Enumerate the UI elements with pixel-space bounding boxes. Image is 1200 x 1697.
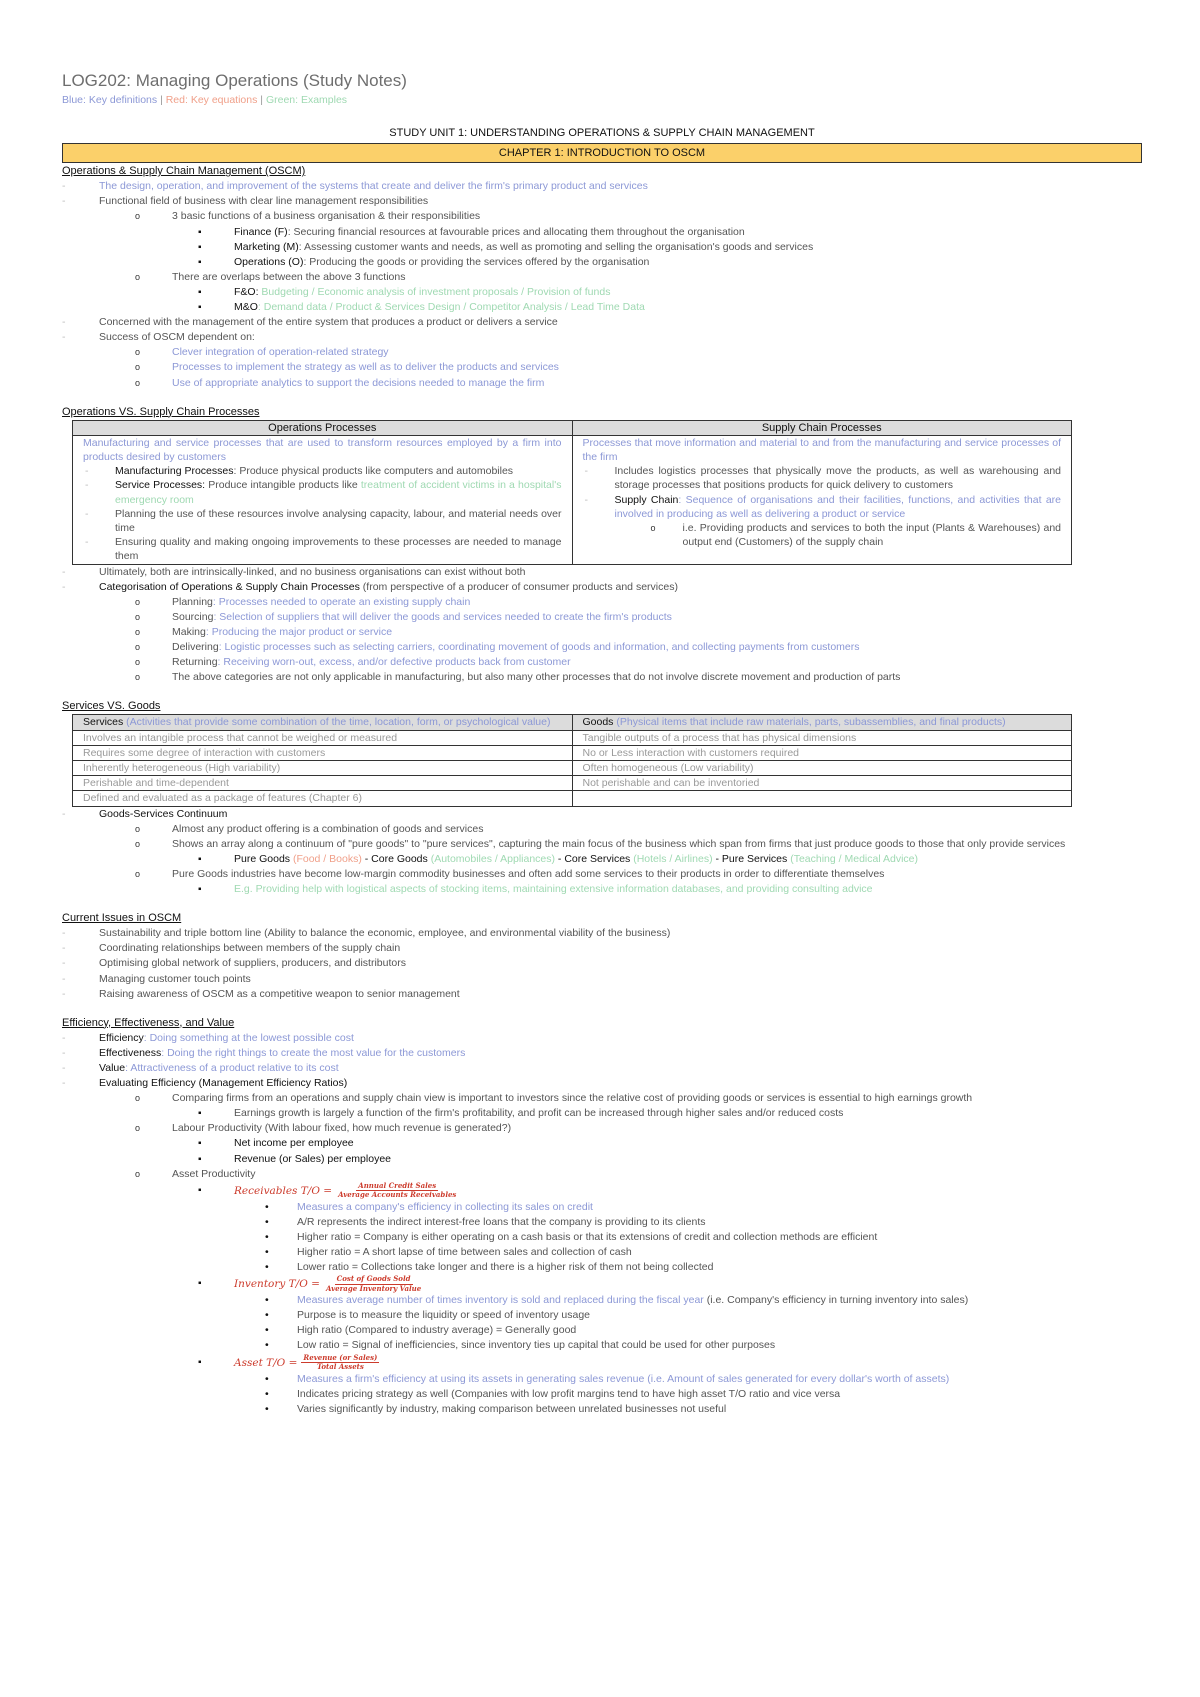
list-item: • Indicates pricing strategy as well (Companies with low profit margins tend to have high asset T/O ratio and vice versa <box>62 1387 1142 1402</box>
list-item: • Measures average number of times inventory is sold and replaced during the fiscal year (i.e. Company's efficiency in turning inventory into sales) <box>62 1293 1142 1308</box>
list-item: • High ratio (Compared to industry average) = Generally good <box>62 1323 1142 1338</box>
list-item: - Sustainability and triple bottom line (Ability to balance the economic, employee, and environmental viability of the business) <box>62 926 1142 941</box>
list-item: ▪ Finance (F): Securing financial resources at favourable prices and allocating them throughout the organisation <box>62 225 1142 240</box>
list-item: o The above categories are not only applicable in manufacturing, but also many other processes that do not involve discrete movement and production of parts <box>62 670 1142 685</box>
list-item: o Sourcing: Selection of suppliers that will deliver the goods and services needed to create the firm's products <box>62 610 1142 625</box>
legend-green: Green: Examples <box>265 94 348 106</box>
inventory-equation: ▪ Inventory T/O = $\frac{\text{Cost of Goods Sold}}{\text{Average Inventory Value}}$ <box>62 1275 1142 1293</box>
list-item: - Value: Attractiveness of a product relative to its cost <box>62 1061 1142 1076</box>
list-item: o There are overlaps between the above 3 functions <box>62 270 1142 285</box>
list-item: - Concerned with the management of the entire system that produces a product or delivers a service <box>62 315 1142 330</box>
section-heading-oscm: Operations & Supply Chain Management (OSCM) <box>62 165 306 178</box>
list-item: - Raising awareness of OSCM as a competitive weapon to senior management <box>62 987 1142 1002</box>
list-item: - Categorisation of Operations & Supply Chain Processes (from perspective of a producer of consumer products and services) <box>62 580 1142 595</box>
list-item: • Lower ratio = Collections take longer and there is a higher risk of them not being collected <box>62 1260 1142 1275</box>
services-vs-goods-table <box>72 714 1072 806</box>
list-item: o Delivering: Logistic processes such as selecting carriers, coordinating movement of goods and information, and collecting payments from customers <box>62 640 1142 655</box>
color-legend: Blue: Key definitions | Red: Key equations | Green: Examples <box>62 94 348 106</box>
list-item: - Efficiency: Doing something at the lowest possible cost <box>62 1031 1142 1046</box>
list-item: o Shows an array along a continuum of "pure goods" to "pure services", capturing the main focus of the business which span from firms that just produce goods to those that only provide services <box>62 837 1142 852</box>
ops-vs-supply-chain-table <box>72 420 1072 565</box>
list-item: ▪ E.g. Providing help with logistical aspects of stocking items, maintaining extensive information databases, and providing consulting advice <box>62 882 1142 897</box>
list-item: ▪ Pure Goods (Food / Books) - Core Goods (Automobiles / Appliances) - Core Services (Hotels / Airlines) - Pure Services (Teaching / Medical Advice) <box>62 852 1142 867</box>
list-item: ▪ Net income per employee <box>62 1136 1142 1151</box>
table-row: Involves an intangible process that cannot be weighed or measured Tangible outputs of a process that has physical dimensions <box>73 730 1072 745</box>
list-item: ▪ Operations (O): Producing the goods or providing the services offered by the organisation <box>62 255 1142 270</box>
table-header: Supply Chain Processes <box>572 420 1072 435</box>
list-item: ▪ Marketing (M): Assessing customer wants and needs, as well as promoting and selling the organisation's goods and services <box>62 240 1142 255</box>
list-item: • A/R represents the indirect interest-free loans that the company is providing to its clients <box>62 1215 1142 1230</box>
list-item: • Measures a company's efficiency in collecting its sales on credit <box>62 1200 1142 1215</box>
list-item: o Almost any product offering is a combination of goods and services <box>62 822 1142 837</box>
list-item: ▪ Earnings growth is largely a function of the firm's profitability, and profit can be increased through higher sales and/or reduced costs <box>62 1106 1142 1121</box>
legend-blue: Blue: Key definitions <box>62 94 158 106</box>
study-notes-document <box>62 70 1142 1417</box>
table-row: Defined and evaluated as a package of features (Chapter 6) <box>73 791 1072 806</box>
list-item: • Measures a firm's efficiency at using its assets in generating sales revenue (i.e. Amount of sales generated for every dollar's worth of assets) <box>62 1372 1142 1387</box>
legend-red: Red: Key equations <box>165 94 258 106</box>
list-item: - Success of OSCM dependent on: <box>62 330 1142 345</box>
list-item: o Clever integration of operation-related strategy <box>62 345 1142 360</box>
section-heading-efficiency: Efficiency, Effectiveness, and Value <box>62 1016 235 1029</box>
section-heading-ops-vs-sc: Operations VS. Supply Chain Processes <box>62 405 260 418</box>
list-item: o Processes to implement the strategy as well as to deliver the products and services <box>62 360 1142 375</box>
list-item: o Returning: Receiving worn-out, excess, and/or defective products back from customer <box>62 655 1142 670</box>
chapter-banner: CHAPTER 1: INTRODUCTION TO OSCM <box>62 143 1142 163</box>
table-header: Goods (Physical items that include raw materials, parts, subassemblies, and final products) <box>572 715 1072 730</box>
list-item: o Planning: Processes needed to operate an existing supply chain <box>62 595 1142 610</box>
list-item: o 3 basic functions of a business organisation & their responsibilities <box>62 209 1142 224</box>
list-item: • Higher ratio = Company is either operating on a cash basis or that its extensions of credit and collection methods are efficient <box>62 1230 1142 1245</box>
list-item: ▪ Revenue (or Sales) per employee <box>62 1152 1142 1167</box>
table-row: Perishable and time-dependent Not perishable and can be inventoried <box>73 776 1072 791</box>
list-item: - Managing customer touch points <box>62 972 1142 987</box>
table-row: Requires some degree of interaction with customers No or Less interaction with customers required <box>73 745 1072 760</box>
table-row: Inherently heterogeneous (High variability) Often homogeneous (Low variability) <box>73 760 1072 775</box>
list-item: • Varies significantly by industry, making comparison between unrelated businesses not useful <box>62 1402 1142 1417</box>
table-cell: Manufacturing and service processes that are used to transform resources employed by a firm into products desired by customers - Manufacturing Processes: Produce physical products like computers and automobiles - Service Processes: Produce intangible products like treatment of accident victims in a hospital's emergency room - Planning the use of these resources involve analysing capacity, labour, and material needs over time - Ensuring quality and making ongoing improvements to these processes are needed to manage them <box>73 435 573 564</box>
list-item: - Evaluating Efficiency (Management Efficiency Ratios) <box>62 1076 1142 1091</box>
list-item: • Higher ratio = A short lapse of time between sales and collection of cash <box>62 1245 1142 1260</box>
list-item: o Pure Goods industries have become low-margin commodity businesses and often add some services to their products in order to differentiate themselves <box>62 867 1142 882</box>
list-item: • Purpose is to measure the liquidity or speed of inventory usage <box>62 1308 1142 1323</box>
list-item: - Optimising global network of suppliers, producers, and distributors <box>62 956 1142 971</box>
list-item: o Asset Productivity <box>62 1167 1142 1182</box>
section-heading-services-vs-goods: Services VS. Goods <box>62 700 161 713</box>
list-item: - Functional field of business with clear line management responsibilities <box>62 194 1142 209</box>
list-item: o Comparing firms from an operations and supply chain view is important to investors since the relative cost of providing goods or services is essential to high earnings growth <box>62 1091 1142 1106</box>
list-item: • Low ratio = Signal of inefficiencies, since inventory ties up capital that could be used for other purposes <box>62 1338 1142 1353</box>
table-cell: Processes that move information and material to and from the manufacturing and service processes of the firm - Includes logistics processes that physically move the products, as well as warehousing and storage processes that positions products for quick delivery to customers - Supply Chain: Sequence of organisations and their facilities, functions, and activities that are involved in producing as well as delivering a product or service o i.e. Providing products and services to both the input (Plants & Warehouses) and output end (Customers) of the supply chain <box>572 435 1072 564</box>
table-header: Services (Activities that provide some combination of the time, location, form, or psychological value) <box>73 715 573 730</box>
list-item: - Ultimately, both are intrinsically-linked, and no business organisations can exist without both <box>62 565 1142 580</box>
document-title: LOG202: Managing Operations (Study Notes) <box>62 71 407 90</box>
list-item: ▪ M&O: Demand data / Product & Services Design / Competitor Analysis / Lead Time Data <box>62 300 1142 315</box>
study-unit-heading: STUDY UNIT 1: UNDERSTANDING OPERATIONS & SUPPLY CHAIN MANAGEMENT <box>389 127 815 140</box>
list-item: - Goods-Services Continuum <box>62 807 1142 822</box>
list-item: o Use of appropriate analytics to support the decisions needed to manage the firm <box>62 376 1142 391</box>
section-heading-current-issues: Current Issues in OSCM <box>62 912 182 925</box>
list-item: o Labour Productivity (With labour fixed, how much revenue is generated?) <box>62 1121 1142 1136</box>
asset-equation: ▪ Asset T/O = $\frac{\text{Revenue (or Sales)}}{\text{Total Assets}}$ <box>62 1354 1142 1372</box>
list-item: ▪ F&O: Budgeting / Economic analysis of investment proposals / Provision of funds <box>62 285 1142 300</box>
table-header: Operations Processes <box>73 420 573 435</box>
list-item: - Coordinating relationships between members of the supply chain <box>62 941 1142 956</box>
list-item: o Making: Producing the major product or service <box>62 625 1142 640</box>
receivables-equation: ▪ Receivables T/O = $\frac{\text{Annual Credit Sales}}{\text{Average Accounts Receivables}}$ <box>62 1182 1142 1200</box>
list-item: - Effectiveness: Doing the right things to create the most value for the customers <box>62 1046 1142 1061</box>
list-item: - The design, operation, and improvement of the systems that create and deliver the firm's primary product and services <box>62 179 1142 194</box>
